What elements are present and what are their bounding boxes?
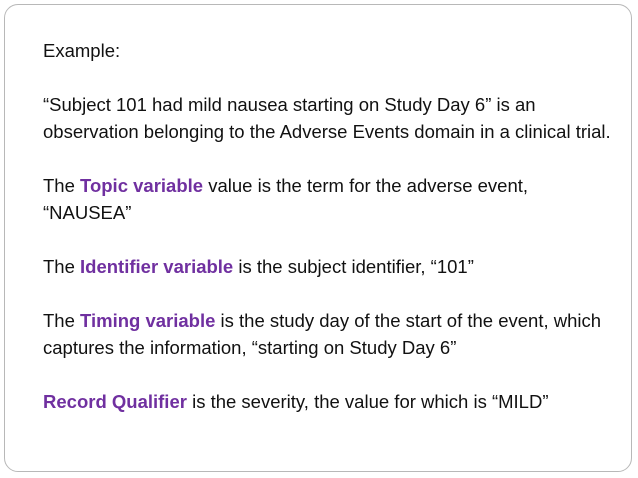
observation-paragraph: “Subject 101 had mild nausea starting on Study Day 6” is an observation belonging to the Adverse Events domain in a clinical trial. bbox=[43, 94, 611, 142]
topic-variable-text: value is the term for the adverse event, “NAUSEA” bbox=[43, 175, 529, 223]
record-qualifier-text: is the severity, the value for which is “MILD” bbox=[186, 391, 549, 412]
identifier-variable-text: is the subject identifier, “101” bbox=[233, 256, 474, 277]
prefix-the: The bbox=[43, 256, 81, 277]
record-qualifier-term: Record Qualifier bbox=[43, 391, 187, 412]
prefix-the: The bbox=[43, 310, 81, 331]
topic-variable-term: Topic variable bbox=[80, 175, 204, 196]
example-heading: Example: bbox=[43, 40, 121, 61]
timing-variable-text: is the study day of the start of the event, which captures the information, “starting on Study Day 6” bbox=[43, 310, 602, 358]
timing-paragraph bbox=[43, 307, 613, 361]
qualifier-paragraph bbox=[43, 388, 613, 415]
slide-content bbox=[43, 37, 613, 442]
slide-frame bbox=[4, 4, 632, 472]
timing-variable-term: Timing variable bbox=[80, 310, 216, 331]
identifier-variable-term: Identifier variable bbox=[80, 256, 234, 277]
prefix-the: The bbox=[43, 175, 81, 196]
topic-paragraph bbox=[43, 172, 613, 226]
identifier-paragraph bbox=[43, 253, 613, 280]
